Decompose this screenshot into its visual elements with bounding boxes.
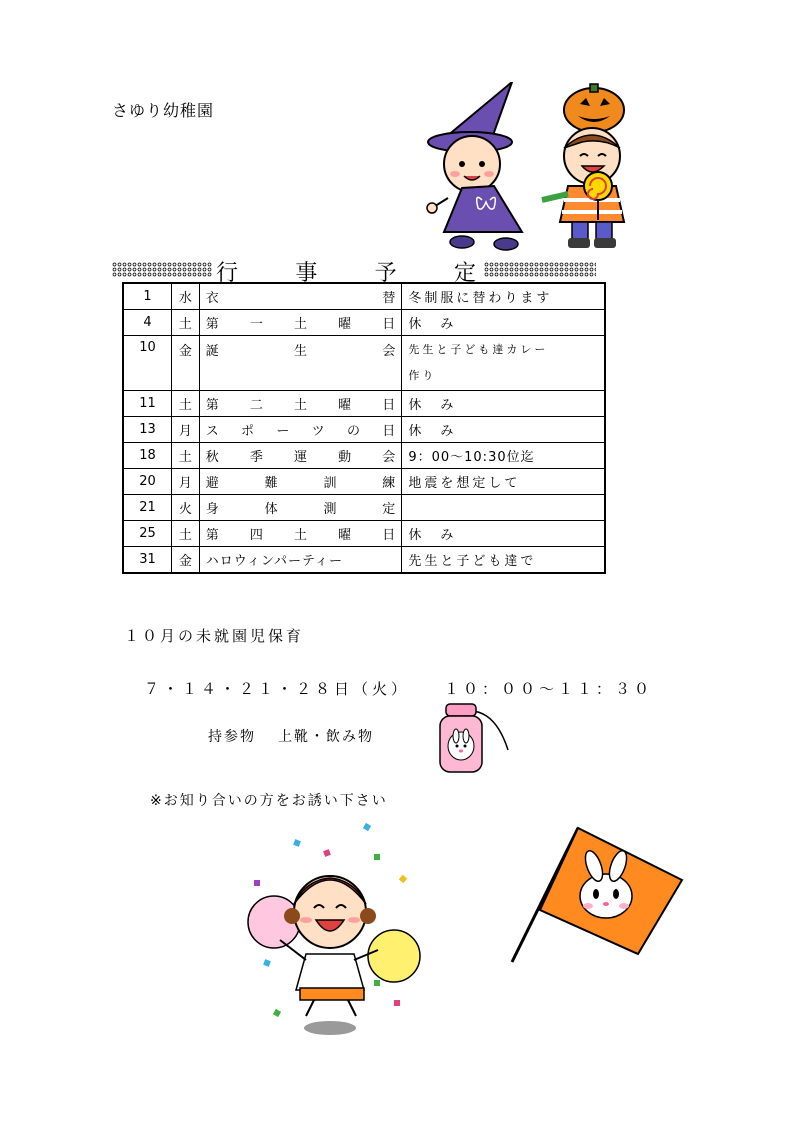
event-char: ツ [311,424,325,439]
preschool-dates: ７・１４・２１・２８日（火） [144,680,411,698]
weekday-cell: 金 [172,336,200,391]
event-cell [199,283,402,310]
event-char: 替 [382,291,396,306]
weekday-cell: 金 [172,547,200,574]
note-cell: 休 み [402,391,605,417]
event-cell [199,417,402,443]
event-char: 日 [382,317,396,332]
event-char: 運 [294,450,308,465]
event-char: 第 [205,317,219,332]
event-char: 土 [294,528,308,543]
event-char: 動 [338,450,352,465]
event-char: 身 [205,502,219,517]
day-cell: 10 [123,336,172,391]
event-char: ス [205,424,219,439]
day-cell: 4 [123,310,172,336]
note-line: 作り [408,369,437,382]
items-to-bring [208,726,374,746]
weekday-cell: 水 [172,283,200,310]
event-char: 会 [382,344,396,359]
note-cell: 休 み [402,310,605,336]
event-schedule-table [122,282,606,574]
day-cell: 25 [123,521,172,547]
note-line: 先生と子ども達カレー [408,343,549,356]
table-row [123,547,605,574]
preschool-schedule [144,678,653,699]
day-cell: 1 [123,283,172,310]
heading-char: 事 [295,261,318,286]
table-row [123,310,605,336]
table-row [123,391,605,417]
note-cell: 先生と子ども達で [402,547,605,574]
event-cell [199,443,402,469]
day-cell: 18 [123,443,172,469]
cheering-girl-illustration [244,820,428,1040]
event-char: 曜 [338,528,352,543]
event-char: 曜 [338,317,352,332]
day-cell: 31 [123,547,172,574]
event-char: 土 [294,317,308,332]
event-cell [199,391,402,417]
table-row [123,495,605,521]
weekday-cell: 火 [172,495,200,521]
event-cell [199,310,402,336]
day-cell: 13 [123,417,172,443]
note-cell [402,336,605,391]
note-cell: 休 み [402,417,605,443]
event-char: 会 [382,450,396,465]
halloween-kids-illustration [422,82,642,254]
heading-char: 定 [453,261,476,286]
event-char: 日 [382,424,396,439]
items-label: 持参物 [208,729,256,745]
event-char: ポ [241,424,255,439]
dotted-border-right [484,262,596,278]
event-cell [199,521,402,547]
event-char: 衣 [205,291,219,306]
preschool-title: １０月の未就園児保育 [124,627,305,645]
items-value: 上靴・飲み物 [278,729,374,745]
rabbit-flag-illustration [506,826,688,966]
weekday-cell: 月 [172,469,200,495]
event-char: 曜 [338,398,352,413]
weekday-cell: 土 [172,391,200,417]
note-cell [402,495,605,521]
event-char: 避 [205,476,219,491]
day-cell: 20 [123,469,172,495]
event-char: 季 [249,450,263,465]
day-cell: 21 [123,495,172,521]
table-row [123,469,605,495]
event-char: 測 [323,502,337,517]
water-bottle-illustration [432,700,516,776]
preschool-time: １０：００～１１：３０ [444,680,654,698]
table-row [123,283,605,310]
heading-char: 行 [216,261,239,286]
weekday-cell: 土 [172,310,200,336]
kindergarten-name: さゆり幼稚園 [112,101,215,120]
event-cell [199,547,402,574]
dotted-border-left [112,262,212,278]
event-char: 一 [249,317,263,332]
event-cell [199,336,402,391]
event-char: 生 [294,344,308,359]
event-char: 二 [249,398,263,413]
heading-char: 予 [374,261,397,286]
event-cell [199,495,402,521]
invite-note: ※お知り合いの方をお誘い下さい [150,793,388,809]
schedule-heading-row [112,258,604,286]
note-cell: 地震を想定して [402,469,605,495]
note-cell: 9：00～10:30位迄 [402,443,605,469]
event-char: 四 [249,528,263,543]
event-char: 秋 [205,450,219,465]
event-char: 難 [264,476,278,491]
note-cell: 冬制服に替わります [402,283,605,310]
event-cell [199,469,402,495]
table-row [123,417,605,443]
event-char: の [346,424,360,439]
note-cell: 休 み [402,521,605,547]
event-char: 体 [264,502,278,517]
event-char: ハロウィンパーティー [205,554,343,569]
weekday-cell: 土 [172,521,200,547]
event-char: 第 [205,398,219,413]
table-row [123,336,605,391]
event-char: 日 [382,398,396,413]
weekday-cell: 土 [172,443,200,469]
event-char: 誕 [205,344,219,359]
event-char: 日 [382,528,396,543]
day-cell: 11 [123,391,172,417]
event-char: 第 [205,528,219,543]
table-row [123,521,605,547]
event-char: 練 [382,476,396,491]
weekday-cell: 月 [172,417,200,443]
table-row [123,443,605,469]
event-char: ー [276,424,290,439]
event-char: 訓 [323,476,337,491]
event-char: 土 [294,398,308,413]
event-char: 定 [382,502,396,517]
